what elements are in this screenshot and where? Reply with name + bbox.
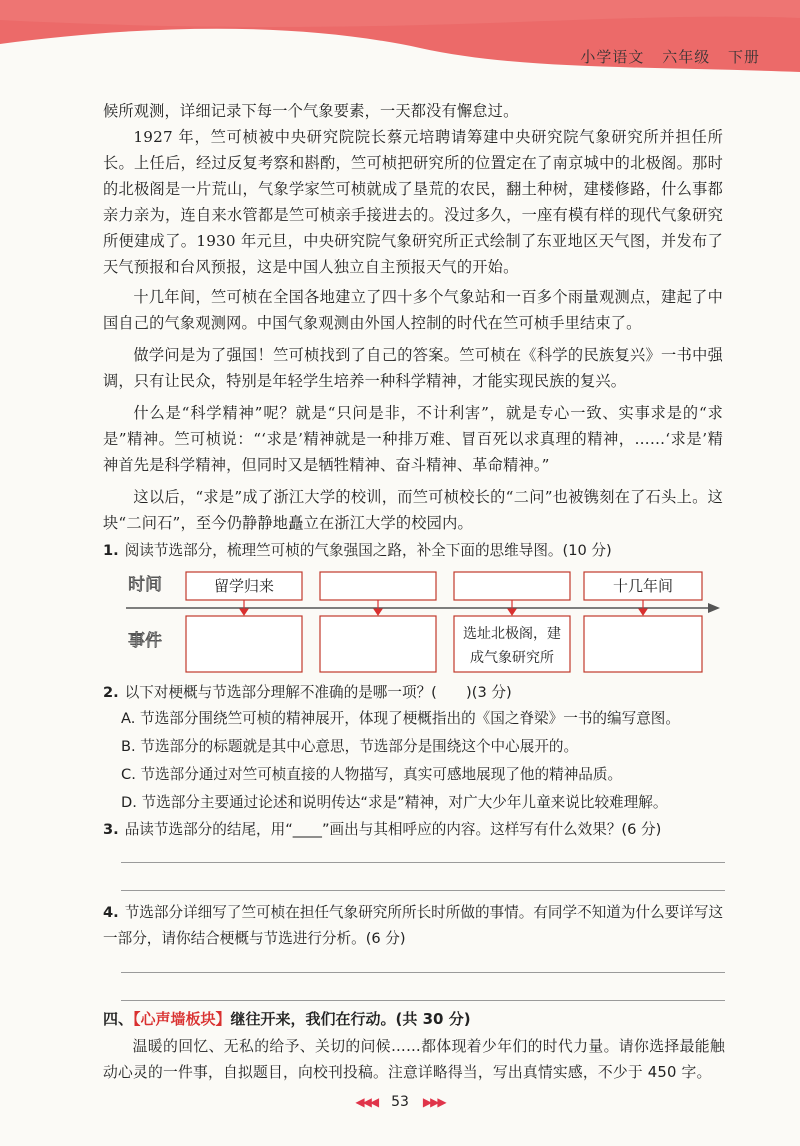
question-2 [103, 680, 728, 706]
option-a[interactable]: A. 节选部分围绕竺可桢的精神展开，体现了梗概指出的《国之脊梁》一书的编写意图。 [121, 710, 680, 727]
time-box-1 [186, 572, 302, 600]
question-2-text: 以下对梗概与节选部分理解不准确的是哪一项？( )(3 分) [124, 684, 512, 701]
paragraph-5: 什么是“科学精神”呢？就是“只问是非，不计利害”，就是专心一致、实事求是的“求是”精神。竺可桢说：“‘求是’精神就是一种排万难、冒百死以求真理的精神，……‘求是’精神首先是科学精神，但同时又是牺牲精神、奋斗精神、革命精神。” [103, 404, 723, 474]
question-4-number: 4. [103, 904, 119, 921]
page-footer [0, 1094, 800, 1110]
section-4-heading [103, 1008, 471, 1029]
option-b[interactable]: B. 节选部分的标题就是其中心意思，节选部分是围绕这个中心展开的。 [121, 738, 579, 755]
header-label [568, 46, 760, 67]
question-1-text: 阅读节选部分，梳理竺可桢的气象强国之路，补全下面的思维导图。(10 分) [124, 542, 612, 559]
header-volume: 下册 [727, 48, 760, 66]
header-grade: 六年级 [662, 48, 711, 66]
paragraph-6: 这以后，“求是”成了浙江大学的校训，而竺可桢校长的“二问”也被镌刻在了石头上。这块“二问石”，至今仍静静地矗立在浙江大学的校园内。 [103, 488, 723, 532]
time-box-4-label: 十几年间 [612, 577, 674, 595]
question-1-number: 1. [103, 542, 119, 559]
paragraph-4: 做学问是为了强国！竺可桢找到了自己的答案。竺可桢在《科学的民族复兴》一书中强调，只有让民众，特别是年轻学生培养一种科学精神，才能实现民族的复兴。 [103, 346, 723, 390]
left-arrows-icon: ◀◀◀ [355, 1095, 378, 1109]
section-4-instructions: 温暖的回忆、无私的给予、关切的问候……都体现着少年们的时代力量。请你选择最能触动心灵的一件事，自拟题目，向校刊投稿。注意详略得当，写出真情实感，不少于 450 字。 [103, 1038, 725, 1081]
header-subject: 小学语文 [580, 48, 645, 66]
section-4-prefix: 四、 [103, 1010, 134, 1028]
answer-line-q4-2[interactable] [121, 1000, 725, 1001]
question-4-text: 节选部分详细写了竺可桢在担任气象研究所所长时所做的事情。有同学不知道为什么要详写这一部分，请你结合梗概与节选进行分析。(6 分) [103, 904, 724, 947]
time-box-4 [584, 572, 702, 600]
section-4-title: 继往开来，我们在行动。(共 30 分) [230, 1010, 471, 1028]
time-box-1-label: 留学归来 [213, 577, 275, 595]
page-number: 53 [391, 1094, 409, 1110]
time-box-3[interactable] [454, 572, 570, 600]
time-box-2[interactable] [320, 572, 436, 600]
event-box-1[interactable] [186, 616, 302, 672]
mindmap-row-time: 时间 [128, 575, 162, 595]
event-box-3-line-2: 成气象研究所 [470, 650, 554, 666]
event-box-3 [454, 616, 570, 672]
mindmap-row-event: 事件 [128, 631, 162, 651]
option-d[interactable]: D. 节选部分主要通过论述和说明传达“求是”精神，对广大少年儿童来说比较难理解。 [121, 794, 668, 811]
event-box-2[interactable] [320, 616, 436, 672]
paragraph-2: 1927 年，竺可桢被中央研究院院长蔡元培聘请筹建中央研究院气象研究所并担任所长。上任后，经过反复考察和斟酌，竺可桢把研究所的位置定在了南京城中的北极阁。那时的北极阁是一片荒山，气象学家竺可桢就成了垦荒的农民，翻土种树，建楼修路，什么事都亲力亲为，连自来水管都是竺可桢亲手接进去的。没过多久，一座有模有样的现代气象研究所便建成了。1930 年元旦，中央研究院气象研究所正式绘制了东亚地区天气图，并发布了天气预报和台风预报，这是中国人独立自主预报天气的开始。 [103, 128, 723, 276]
section-4-tag: 【心声墙板块】 [133, 1010, 231, 1028]
answer-line-q3-2[interactable] [121, 890, 725, 891]
question-4 [103, 900, 728, 952]
question-1 [103, 538, 728, 564]
question-3-number: 3. [103, 821, 119, 838]
question-3-text: 品读节选部分的结尾，用“____”画出与其相呼应的内容。这样写有什么效果？(6 分) [124, 821, 662, 838]
paragraph-1: 候所观测，详细记录下每一个气象要素，一天都没有懈怠过。 [103, 102, 519, 120]
question-3 [103, 817, 728, 843]
timeline-arrowhead [708, 603, 720, 613]
event-box-4[interactable] [584, 616, 702, 672]
answer-line-q4-1[interactable] [121, 972, 725, 973]
question-2-number: 2. [103, 684, 119, 701]
mind-map [122, 566, 732, 676]
header-band [0, 0, 800, 90]
right-arrows-icon: ▶▶▶ [422, 1095, 445, 1109]
answer-line-q3-1[interactable] [121, 862, 725, 863]
paragraph-3: 十几年间，竺可桢在全国各地建立了四十多个气象站和一百多个雨量观测点，建起了中国自己的气象观测网。中国气象观测由外国人控制的时代在竺可桢手里结束了。 [103, 288, 723, 332]
event-box-3-line-1: 选址北极阁，建 [463, 626, 561, 642]
option-c[interactable]: C. 节选部分通过对竺可桢直接的人物描写，真实可感地展现了他的精神品质。 [121, 766, 623, 783]
